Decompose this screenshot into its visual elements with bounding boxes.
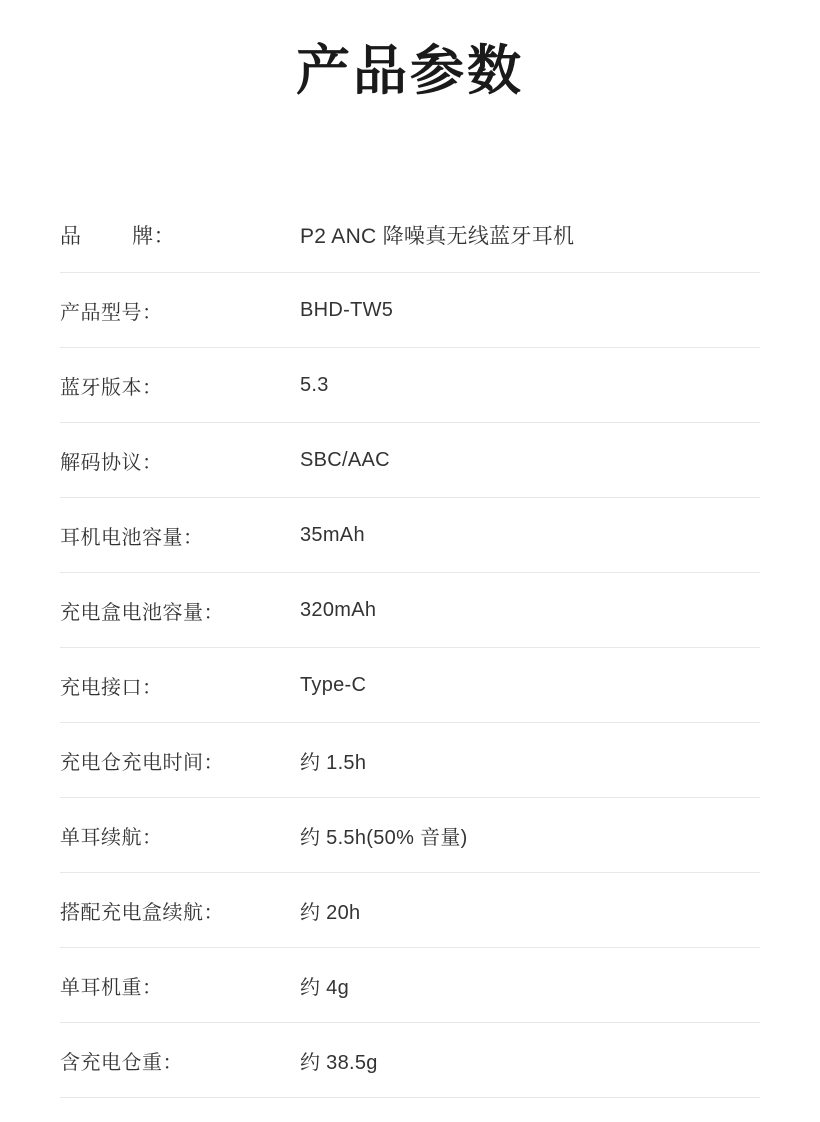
spec-value: 约 38.5g (300, 1051, 378, 1074)
spec-label: 耳机电池容量： (60, 526, 204, 549)
spec-label: 单耳续航： (60, 826, 163, 849)
table-row (60, 573, 760, 648)
spec-value: SBC/AAC (300, 448, 390, 471)
spec-value: 35mAh (300, 523, 365, 546)
spec-label: 产品型号： (60, 301, 163, 324)
spec-label: 充电仓充电时间： (60, 751, 224, 774)
spec-label: 单耳机重： (60, 976, 163, 999)
spec-value: 约 5.5h(50% 音量) (300, 826, 468, 849)
table-row (60, 873, 760, 948)
table-row (60, 948, 760, 1023)
table-row (60, 498, 760, 573)
spec-label: 搭配充电盒续航： (60, 901, 224, 924)
spec-label: 充电接口： (60, 676, 163, 699)
spec-value: 约 20h (300, 901, 361, 924)
spec-value: 320mAh (300, 598, 377, 621)
table-row (60, 723, 760, 798)
table-row (60, 798, 760, 873)
table-row (60, 273, 760, 348)
spec-value: Type-C (300, 673, 367, 696)
spec-value: BHD-TW5 (300, 298, 394, 321)
table-row (60, 198, 760, 273)
page-title: 产品参数 (296, 41, 524, 101)
spec-label: 品 牌： (60, 225, 176, 248)
spec-label: 充电盒电池容量： (60, 601, 224, 624)
table-row (60, 1023, 760, 1098)
table-row (60, 423, 760, 498)
spec-table (0, 198, 820, 1098)
spec-label: 蓝牙版本： (60, 376, 163, 399)
spec-value: 5.3 (300, 373, 329, 396)
spec-value: 约 1.5h (300, 751, 367, 774)
spec-value: P2 ANC 降噪真无线蓝牙耳机 (300, 225, 575, 248)
spec-value: 约 4g (300, 976, 350, 999)
spec-label: 解码协议： (60, 451, 163, 474)
table-row (60, 348, 760, 423)
table-row (60, 648, 760, 723)
spec-label: 含充电仓重： (60, 1051, 183, 1074)
